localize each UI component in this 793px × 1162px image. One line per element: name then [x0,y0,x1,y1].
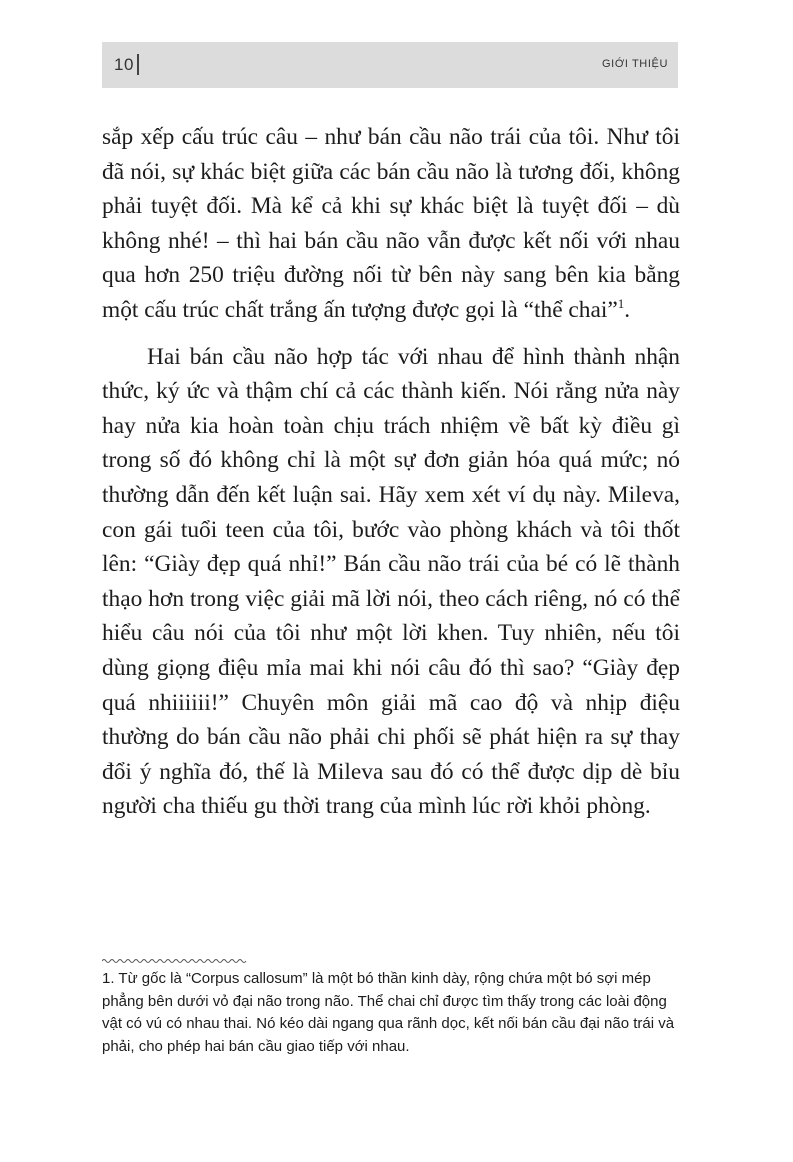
header-divider [137,54,139,75]
paragraph-2: Hai bán cầu não hợp tác với nhau để hình thành nhận thức, ký ức và thậm chí cả các thành kiến. Nói rằng nửa này hay nửa kia hoàn toàn chịu trách nhiệm về bất kỳ điều gì trong số đó không chỉ là một sự đơn giản hóa quá mức; nó thường dẫn đến kết luận sai. Hãy xem xét ví dụ này. Mileva, con gái tuổi teen của tôi, bước vào phòng khách và tôi thốt lên: “Giày đẹp quá nhỉ!” Bán cầu não trái của bé có lẽ thành thạo hơn trong việc giải mã lời nói, theo cách riêng, nó có thể hiểu câu nói của tôi như một lời khen. Tuy nhiên, nếu tôi dùng giọng điệu mỉa mai khi nói câu đó thì sao? “Giày đẹp quá nhiiiiii!” Chuyên môn giải mã cao độ và nhịp điệu thường do bán cầu não phải chi phối sẽ phát hiện ra sự thay đổi ý nghĩa đó, thế là Mileva sau đó có thể được dịp dè bỉu người cha thiếu gu thời trang của mình lúc rời khỏi phòng. [102,343,680,820]
section-title: GIỚI THIỆU [602,58,668,70]
paragraph-1-text: sắp xếp cấu trúc câu – như bán cầu não trái của tôi. Như tôi đã nói, sự khác biệt giữa các bán cầu não là tương đối, không phải tuyệt đối. Mà kể cả khi sự khác biệt là tuyệt đối – dù không nhé! – thì hai bán cầu não vẫn được kết nối với nhau qua hơn 250 triệu đường nối từ bên này sang bên kia bằng một cấu trúc chất trắng ấn tượng được gọi là “thể chai” [102,124,680,323]
footnote-rule [102,958,248,964]
paragraph-1 [102,120,680,328]
running-header [102,42,678,88]
paragraph-1-end: . [624,296,631,323]
footnote: 1. Từ gốc là “Corpus callosum” là một bó thần kinh dày, rộng chứa một bó sợi mép phẳng bên dưới vỏ đại não trong não. Thể chai chỉ được tìm thấy trong các loài động vật có vú có nhau thai. Nó kéo dài ngang qua rãnh dọc, kết nối bán cầu đại não trái và phải, cho phép hai bán cầu giao tiếp với nhau. [102,970,675,1055]
page-number: 10 [114,55,134,74]
footnote-ref: 1 [617,296,625,312]
main-text [102,120,680,836]
